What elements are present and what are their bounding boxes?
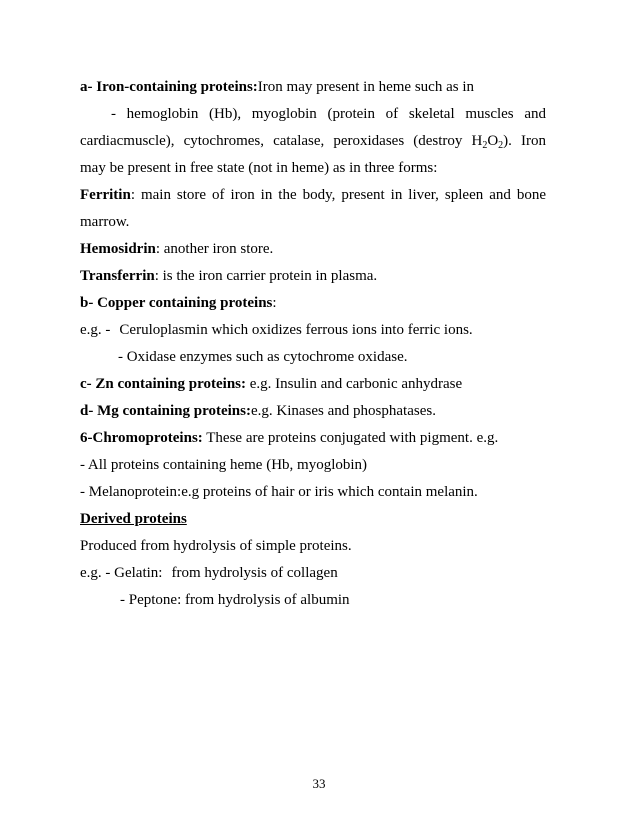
derived-description: Produced from hydrolysis of simple proteins. [80, 538, 352, 554]
transferrin-text: : is the iron carrier protein in plasma. [154, 268, 378, 284]
ferritin-continuation: marrow. [80, 214, 130, 230]
zn-proteins-text: e.g. Insulin and carbonic anhydrase [246, 376, 463, 392]
ceruloplasmin-text: Ceruloplasmin which oxidizes ferrous ions into ferric ions. [119, 322, 473, 338]
copper-eg-label: e.g. - [80, 322, 111, 338]
iron-proteins-cytochromes-line [80, 128, 546, 155]
melanoprotein-text: - Melanoprotein:e.g proteins of hair or iris which contain melanin. [80, 484, 478, 500]
copper-heading-colon: : [272, 295, 277, 311]
hemosidrin-term: Hemosidrin [80, 241, 156, 257]
ferritin-text: : main store of iron in the body, present in liver, spleen and bone [130, 187, 546, 203]
oxidase-line [80, 344, 546, 371]
free-iron-line [80, 155, 546, 182]
hemosidrin-line [80, 236, 546, 263]
derived-proteins-heading: Derived proteins [80, 511, 187, 527]
copper-proteins-heading: b- Copper containing proteins [80, 295, 273, 311]
chromoproteins-text: These are proteins conjugated with pigment. e.g. [202, 430, 499, 446]
heme-proteins-text: - All proteins containing heme (Hb, myoglobin) [80, 457, 368, 473]
mg-proteins-text: e.g. Kinases and phosphatases. [250, 403, 436, 419]
chromoproteins-heading: 6-Chromoproteins: [80, 430, 203, 446]
cytochromes-text: cardiacmuscle), cytochromes, catalase, peroxidases (destroy H [80, 133, 483, 149]
oxygen-letter: O [487, 133, 499, 149]
h2-subscript: 2 [482, 140, 488, 151]
ferritin-continuation-line [80, 209, 546, 236]
gelatin-label: e.g. - Gelatin: [80, 565, 163, 581]
iron-proteins-hemoglobin-text: - hemoglobin (Hb), myoglobin (protein of skeletal muscles and [111, 106, 546, 122]
chromoproteins-line [80, 425, 546, 452]
iron-proteins-heading: a- Iron-containing proteins: [80, 79, 258, 95]
mg-proteins-heading: d- Mg containing proteins: [80, 403, 251, 419]
heme-proteins-line [80, 452, 546, 479]
page-number: 33 [312, 776, 326, 791]
oxidase-text: - Oxidase enzymes such as cytochrome oxidase. [118, 349, 408, 365]
derived-proteins-heading-line [80, 506, 546, 533]
ceruloplasmin-line [80, 317, 546, 344]
derived-description-line [80, 533, 546, 560]
ferritin-term: Ferritin [80, 187, 131, 203]
peptone-line [80, 587, 546, 614]
free-iron-text: may be present in free state (not in heme) as in three forms: [80, 160, 438, 176]
transferrin-line [80, 263, 546, 290]
gelatin-line [80, 560, 546, 587]
mg-line [80, 398, 546, 425]
iron-continuation-text: ). Iron [503, 133, 546, 149]
iron-proteins-heading-line [80, 74, 546, 101]
zn-proteins-heading: c- Zn containing proteins: [80, 376, 246, 392]
page-content [80, 74, 546, 614]
o2-subscript: 2 [498, 140, 504, 151]
iron-proteins-intro: Iron may present in heme such as in [257, 79, 474, 95]
zn-line [80, 371, 546, 398]
ferritin-line [80, 182, 546, 209]
transferrin-term: Transferrin [80, 268, 155, 284]
gelatin-text: from hydrolysis of collagen [171, 565, 338, 581]
peptone-text: - Peptone: from hydrolysis of albumin [120, 592, 350, 608]
hemosidrin-text: : another iron store. [155, 241, 274, 257]
melanoprotein-line [80, 479, 546, 506]
copper-heading-line [80, 290, 546, 317]
iron-proteins-list-line [80, 101, 546, 128]
